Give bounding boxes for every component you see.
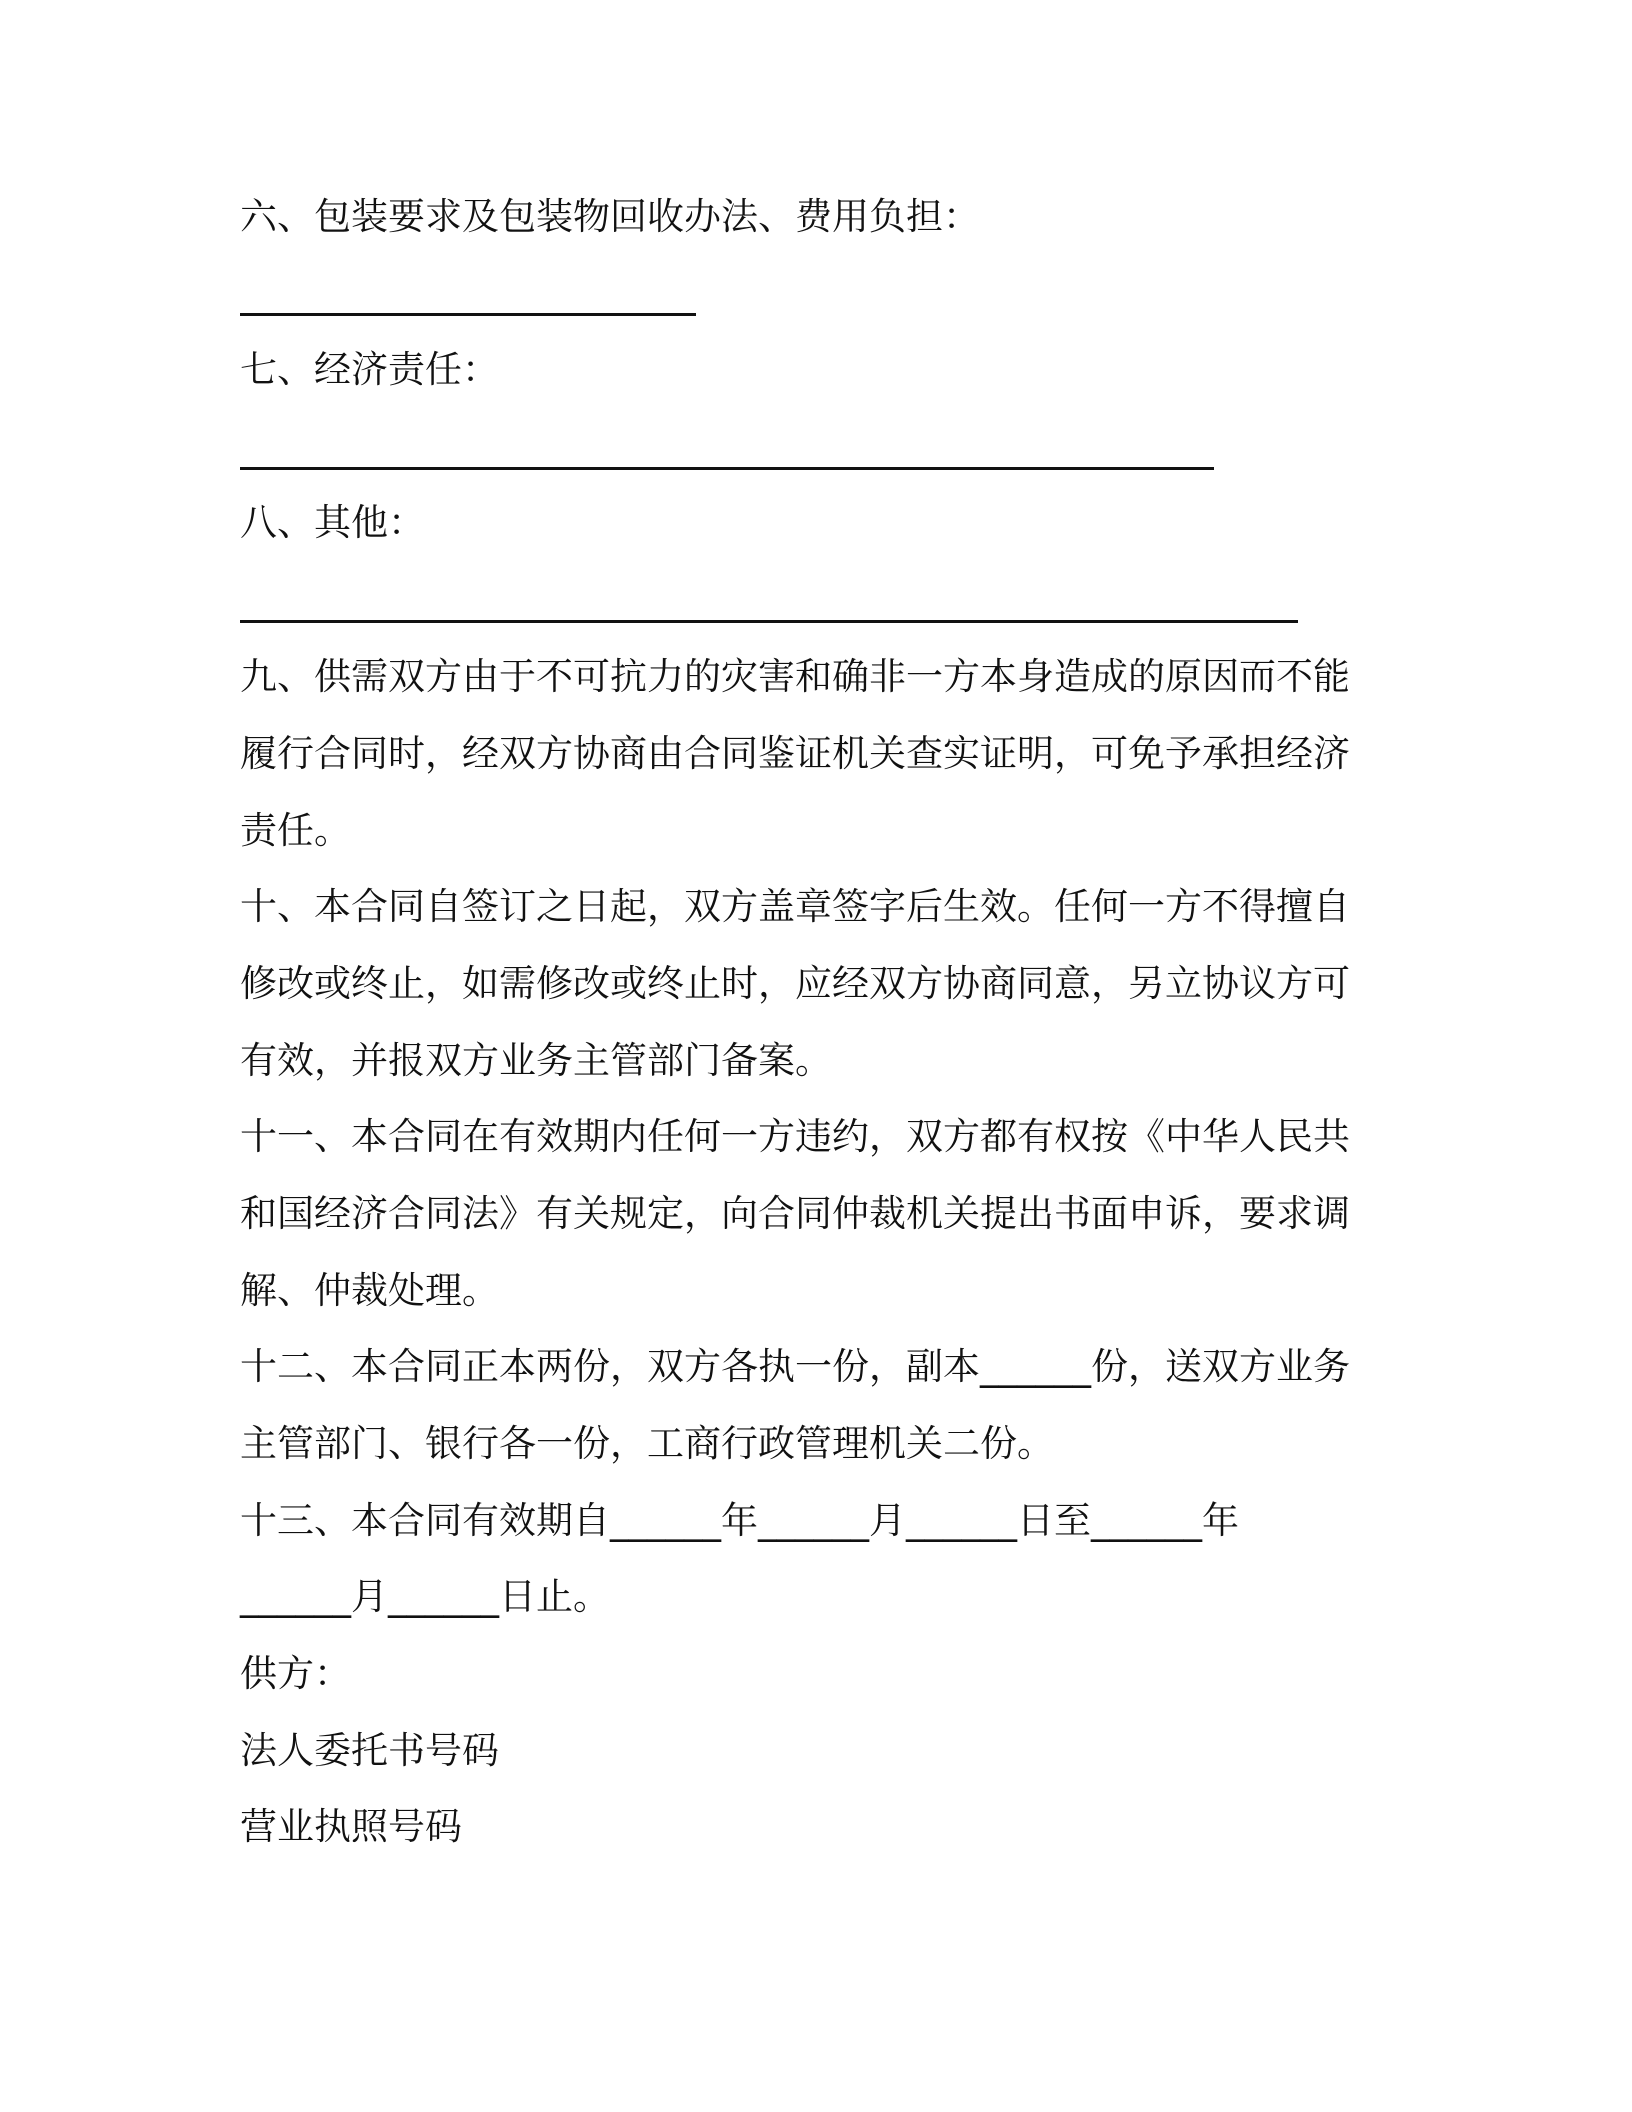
power-of-attorney-number-label: 法人委托书号码 — [240, 1729, 499, 1772]
clause-9-line-2: 履行合同时，经双方协商由合同鉴证机关查实证明，可免予承担经济 — [240, 732, 1350, 775]
clause-12-line-1: 十二、本合同正本两份，双方各执一份，副本______份，送双方业务 — [240, 1345, 1350, 1388]
clause-8-blank-line — [240, 620, 1298, 623]
supplier-label: 供方： — [240, 1652, 351, 1695]
clause-6-blank-line — [240, 313, 696, 316]
clause-11-line-1: 十一、本合同在有效期内任何一方违约，双方都有权按《中华人民共 — [240, 1115, 1350, 1158]
clause-6-heading: 六、包装要求及包装物回收办法、费用负担： — [240, 195, 980, 238]
clause-8-heading: 八、其他： — [240, 501, 425, 544]
clause-10-line-2: 修改或终止，如需修改或终止时，应经双方协商同意，另立协议方可 — [240, 962, 1350, 1005]
clause-9-line-3: 责任。 — [240, 809, 351, 852]
clause-11-line-2: 和国经济合同法》有关规定，向合同仲裁机关提出书面申诉，要求调 — [240, 1192, 1350, 1235]
clause-12-line-2: 主管部门、银行各一份，工商行政管理机关二份。 — [240, 1422, 1054, 1465]
clause-13-line-1: 十三、本合同有效期自______年______月______日至______年 — [240, 1499, 1239, 1542]
clause-11-line-3: 解、仲裁处理。 — [240, 1269, 499, 1312]
clause-7-blank-line — [240, 467, 1214, 470]
clause-9-line-1: 九、供需双方由于不可抗力的灾害和确非一方本身造成的原因而不能 — [240, 655, 1350, 698]
clause-13-line-2: ______月______日止。 — [240, 1575, 610, 1618]
business-license-number-label: 营业执照号码 — [240, 1805, 462, 1848]
clause-10-line-1: 十、本合同自签订之日起，双方盖章签字后生效。任何一方不得擅自 — [240, 885, 1350, 928]
clause-7-heading: 七、经济责任： — [240, 348, 499, 391]
clause-10-line-3: 有效，并报双方业务主管部门备案。 — [240, 1039, 832, 1082]
